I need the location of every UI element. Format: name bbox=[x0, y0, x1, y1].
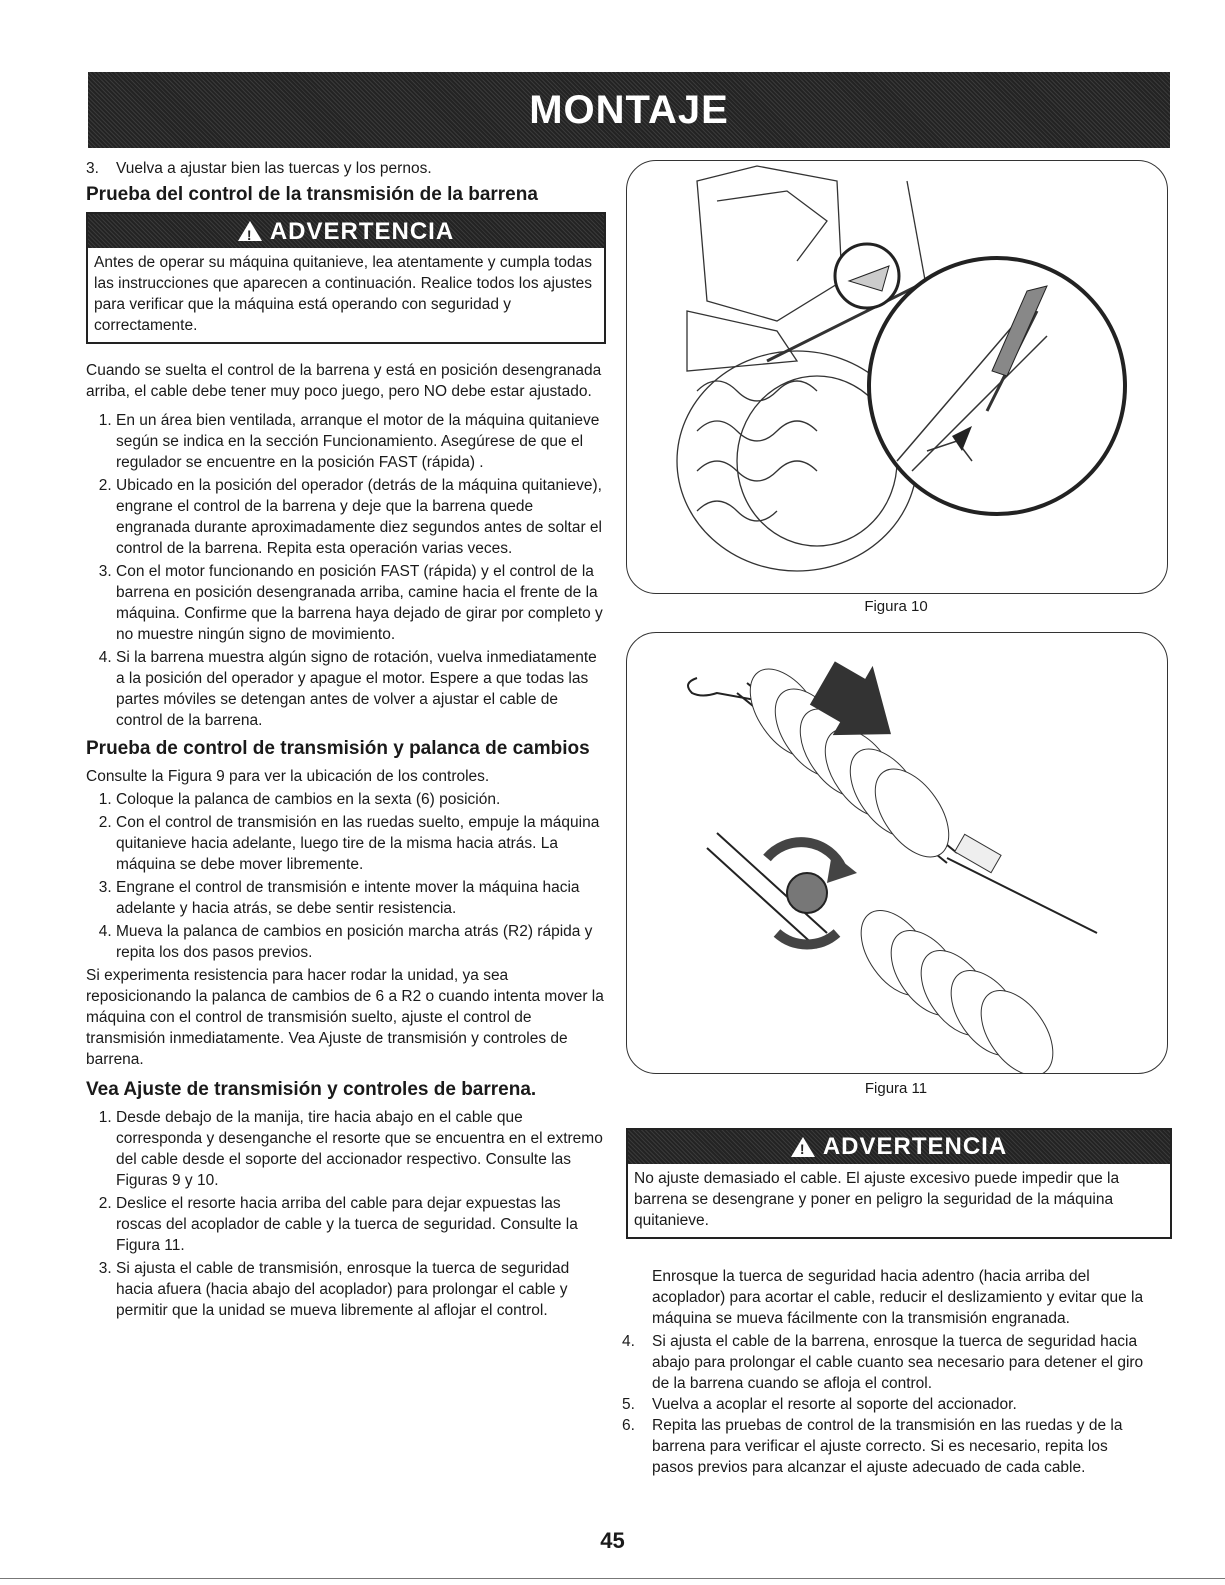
step-text: Vuelva a acoplar el resorte al soporte del accionador. bbox=[652, 1396, 1017, 1413]
list-item: 3. Si ajusta el cable de transmisión, enrosque la tuerca de seguridad hacia afuera (hacia abajo del acoplador) para prolongar el cable y permitir que la unidad se mueva libremente al aflojar el control. bbox=[116, 1258, 606, 1321]
step-text: Si ajusta el cable de la barrena, enrosque la tuerca de seguridad hacia abajo para prolongar el cable cuanto sea necesario para detener el giro de la barrena cuando se afloja el control. bbox=[652, 1333, 1144, 1392]
list-item: 4. Si la barrena muestra algún signo de rotación, vuelva inmediatamente a la posición del operador y apague el motor. Espere a que todas las partes móviles se detengan antes de volver a ajustar el cable de control de la barrena. bbox=[116, 647, 606, 731]
list-item: 2. Con el control de transmisión en las ruedas suelto, empuje la máquina quitanieve hacia adelante, luego tire de la misma hacia atrás. La máquina se debe mover libremente. bbox=[116, 812, 606, 875]
drive-intro: Consulte la Figura 9 para ver la ubicación de los controles. bbox=[86, 768, 490, 785]
bottom-divider bbox=[0, 1578, 1225, 1579]
figure-11-caption: Figura 11 bbox=[864, 1080, 928, 1097]
list-item: 3. Engrane el control de transmisión e intente mover la máquina hacia adelante y hacia atrás, se debe sentir resistencia. bbox=[116, 877, 606, 919]
section-banner bbox=[88, 72, 1170, 148]
auger-steps bbox=[86, 410, 606, 731]
step-item bbox=[622, 1415, 1147, 1478]
list-item: 4. Mueva la palanca de cambios en posición marcha atrás (R2) rápida y repita los dos pasos previos. bbox=[116, 921, 606, 963]
list-item: 1. En un área bien ventilada, arranque el motor de la máquina quitanieve según se indica en la sección Funcionamiento. Asegúrese de que el regulador se encuentre en la posición FAST (rápida) . bbox=[116, 410, 606, 473]
step-number: 5. bbox=[622, 1396, 635, 1413]
warning-text: Antes de operar su máquina quitanieve, lea atentamente y cumpla todas las instrucciones que aparecen a continuación. Realice todos los ajustes para verificar que la máquina está operando con seguridad y correctamente. bbox=[94, 254, 593, 334]
warning-triangle-icon bbox=[238, 221, 262, 241]
warning-box bbox=[86, 212, 606, 344]
warning-text: No ajuste demasiado el cable. El ajuste excesivo puede impedir que la barrena se desengrane y poner en peligro la seguridad de la máquina quitanieve. bbox=[634, 1170, 1120, 1229]
step-text: Vuelva a ajustar bien las tuercas y los pernos. bbox=[116, 160, 432, 177]
step-number: 6. bbox=[622, 1417, 635, 1434]
heading-drive-test: Prueba de control de transmisión y palanca de cambios bbox=[86, 738, 590, 759]
step-item bbox=[622, 1331, 1147, 1394]
list-item: 1. Desde debajo de la manija, tire hacia abajo en el cable que corresponda y desenganche el resorte que se encuentra en el extremo del cable desde el soporte del accionador respectivo. Consulte las Figuras 9 y 10. bbox=[116, 1107, 606, 1191]
step-number: 4. bbox=[622, 1333, 635, 1350]
auger-intro: Cuando se suelta el control de la barrena y está en posición desengranada arriba, el cable debe tener muy poco juego, pero NO debe estar ajustado. bbox=[86, 362, 602, 400]
drive-outro: Si experimenta resistencia para hacer rodar la unidad, ya sea reposicionando la palanca de cambios de 6 a R2 o cuando intenta mover la máquina con el control de transmisión suelto, ajuste el control de transmisión inmediatamente. Vea Ajuste de transmisión y controles de barrena. bbox=[86, 967, 604, 1068]
warning-title: ADVERTENCIA bbox=[822, 1133, 1008, 1160]
list-item: 3. Con el motor funcionando en posición FAST (rápida) y el control de la barrena en posición desengranada arriba, camine hacia el frente de la máquina. Confirme que la barrena haya dejado de girar por completo y no muestre ningún signo de movimiento. bbox=[116, 561, 606, 645]
step-item bbox=[622, 1394, 1147, 1415]
warning-title: ADVERTENCIA bbox=[269, 217, 455, 245]
step-item bbox=[86, 158, 606, 179]
warning-triangle-icon bbox=[791, 1137, 815, 1157]
left-column bbox=[86, 158, 606, 1327]
spring-coupler-illustration bbox=[627, 633, 1167, 1073]
section-title: MONTAJE bbox=[529, 87, 729, 132]
list-item: 2. Deslice el resorte hacia arriba del cable para dejar expuestas las roscas del acoplador de cable y la tuerca de seguridad. Consulte la Figura 11. bbox=[116, 1193, 606, 1256]
figure-10-caption: Figura 10 bbox=[864, 598, 928, 615]
list-item: 1. Coloque la palanca de cambios en la sexta (6) posición. bbox=[116, 789, 606, 810]
heading-auger-test: Prueba del control de la transmisión de la barrena bbox=[86, 184, 538, 205]
step-number: 3. bbox=[86, 160, 99, 177]
adjust-steps bbox=[86, 1107, 606, 1321]
snowblower-cable-illustration bbox=[627, 161, 1167, 593]
heading-adjust: Vea Ajuste de transmisión y controles de barrena. bbox=[86, 1079, 537, 1100]
step-continuation: Enrosque la tuerca de seguridad hacia adentro (hacia arriba del acoplador) para acortar el cable, reducir el deslizamiento y evitar que la máquina se mueva fácilmente con la transmisión engranada. bbox=[652, 1268, 1144, 1327]
figure-11-frame bbox=[626, 632, 1168, 1074]
page-number: 45 bbox=[600, 1528, 625, 1553]
right-column-text bbox=[622, 1266, 1147, 1478]
figure-10-frame bbox=[626, 160, 1168, 594]
list-item: 2. Ubicado en la posición del operador (detrás de la máquina quitanieve), engrane el control de la barrena y deje que la barrena quede engranada durante aproximadamente diez segundos antes de soltar el control de la barrena. Repita esta operación varias veces. bbox=[116, 475, 606, 559]
drive-steps bbox=[86, 789, 606, 963]
warning-header bbox=[628, 1130, 1170, 1164]
warning-box bbox=[626, 1128, 1172, 1239]
warning-header bbox=[88, 214, 604, 248]
step-text: Repita las pruebas de control de la transmisión en las ruedas y de la barrena para verificar el ajuste correcto. Si es necesario, repita los pasos previos para alcanzar el ajuste adecuado de cada cable. bbox=[652, 1417, 1123, 1476]
